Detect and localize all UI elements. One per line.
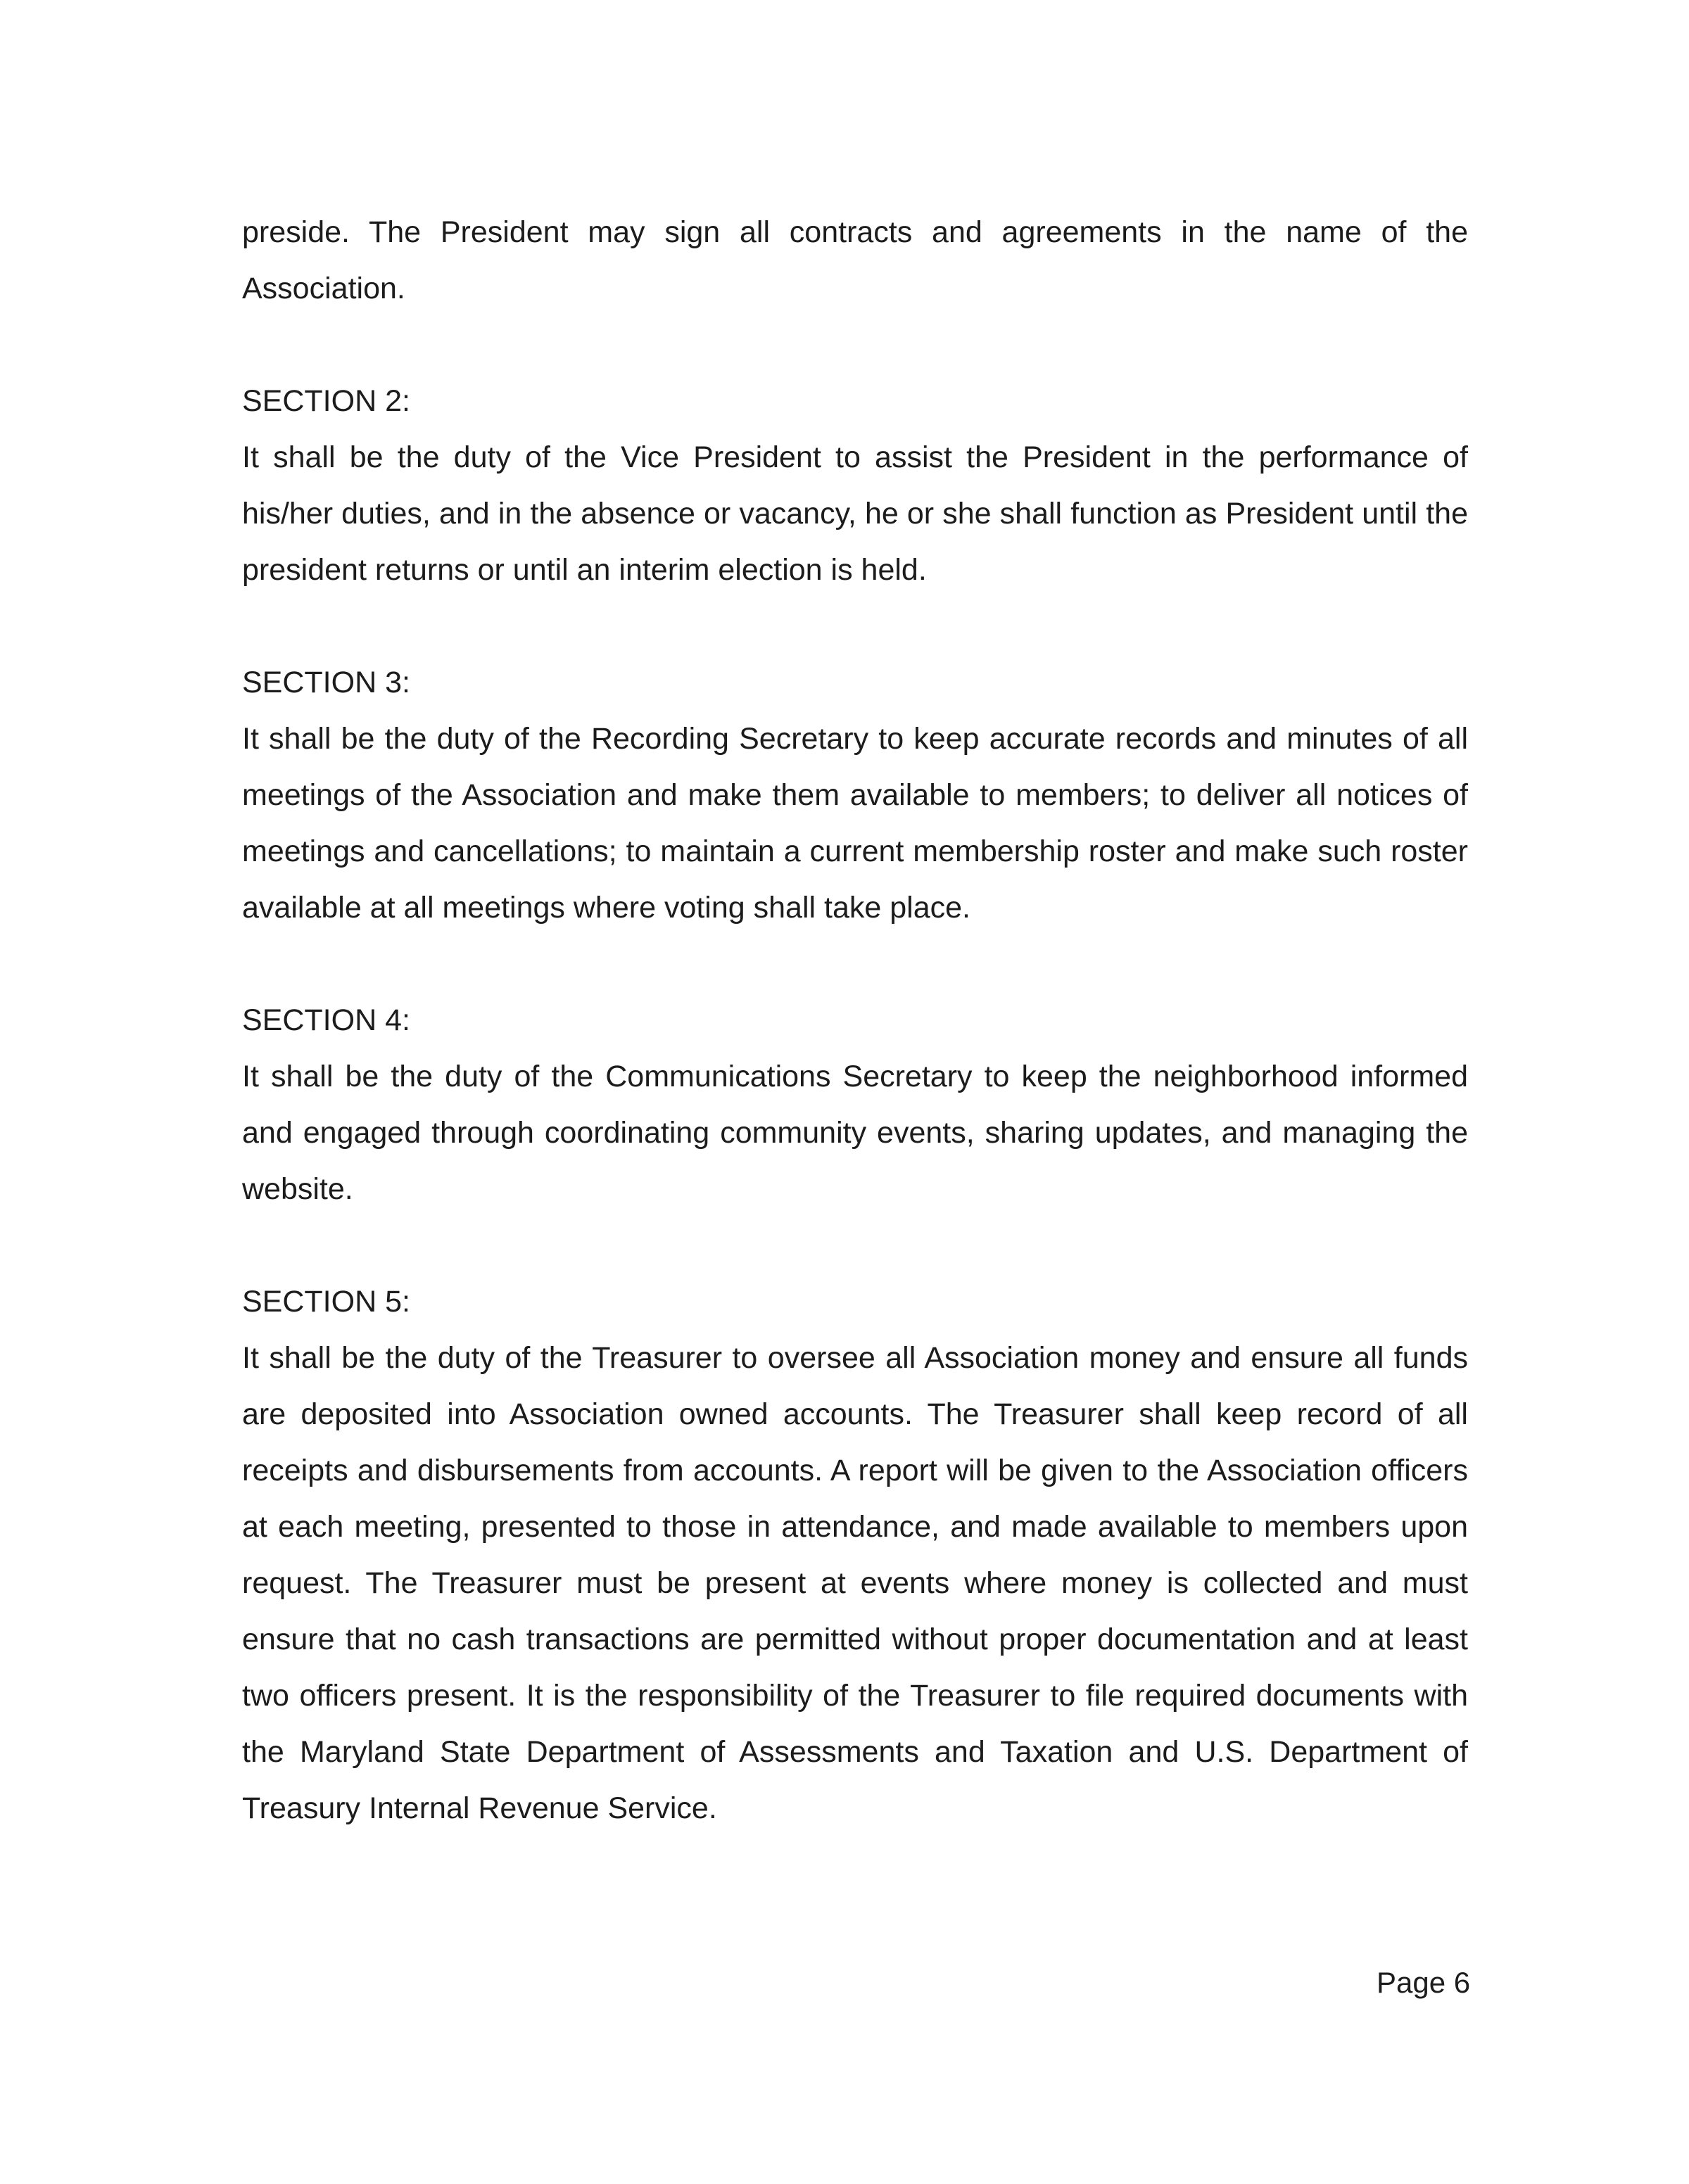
section-heading: SECTION 4: <box>242 1003 410 1037</box>
section-heading: SECTION 3: <box>242 666 410 699</box>
section-body: It shall be the duty of the Treasurer to oversee all Association money and ensure all funds are deposited into Association owned accounts. The Treasurer shall keep record of all receipts and disbursements from accounts. A report will be given to the Association officers at each meeting, presented to those in attendance, and made available to members upon request. The Treasurer must be present at events where money is collected and must ensure that no cash transactions are permitted without proper documentation and at least two officers present. It is the responsibility of the Treasurer to file required documents with the Maryland State Department of Assessments and Taxation and U.S. Department of Treasury Internal Revenue Service. <box>242 1341 1468 1825</box>
section-heading: SECTION 2: <box>242 384 410 418</box>
section-body: It shall be the duty of the Vice President to assist the President in the performance of his/her duties, and in the absence or vacancy, he or she shall function as President until the president returns or until an interim election is held. <box>242 440 1468 587</box>
section-5 <box>242 1274 1468 1836</box>
section-4 <box>242 992 1468 1217</box>
section-3 <box>242 654 1468 936</box>
document-body <box>242 204 1468 1893</box>
page-number: Page 6 <box>1377 1966 1471 1999</box>
section-2 <box>242 373 1468 598</box>
section-body: It shall be the duty of the Communications Secretary to keep the neighborhood informed and engaged through coordinating community events, sharing updates, and managing the website. <box>242 1060 1468 1206</box>
opening-paragraph: preside. The President may sign all contracts and agreements in the name of the Association. <box>242 215 1468 305</box>
section-body: It shall be the duty of the Recording Secretary to keep accurate records and minutes of all meetings of the Association and make them available to members; to deliver all notices of meetings and cancellations; to maintain a current membership roster and make such roster available at all meetings where voting shall take place. <box>242 722 1468 925</box>
section-heading: SECTION 5: <box>242 1285 410 1319</box>
